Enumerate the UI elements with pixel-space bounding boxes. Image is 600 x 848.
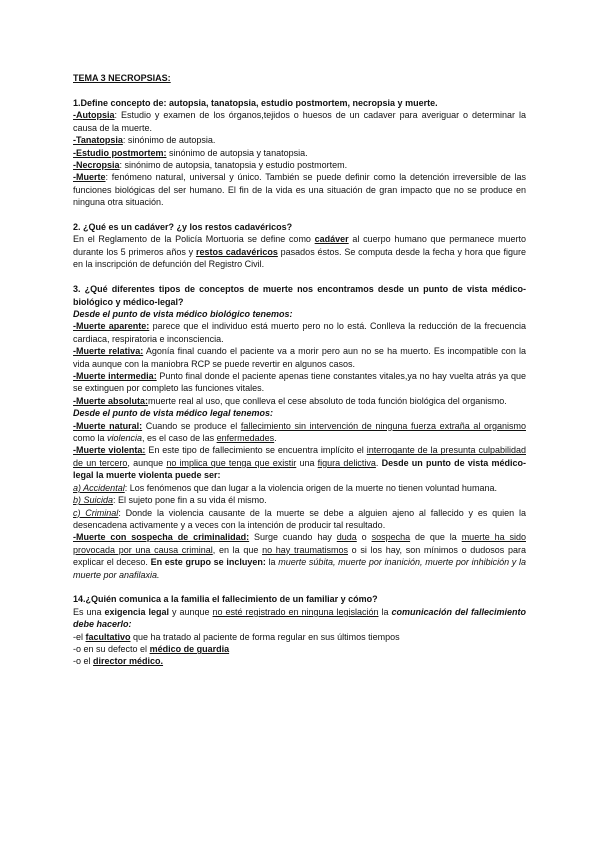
violenta-underline-3: figura delictiva (317, 457, 376, 468)
natural-text-2: como la (73, 433, 108, 444)
q1-necropsia (73, 159, 526, 171)
q14-l1-text-b: que ha tratado al paciente de forma regular en sus últimos tiempos (130, 631, 400, 642)
def-aparente: parece que el individuo está muerto pero no lo está. Conlleva la reducción de la frecuencia cardiaca, respiratoria e inconsciencia. (73, 321, 526, 344)
sospecha-text-5: o si los hay, son mínimos o dudosos para explicar el deceso. (73, 544, 527, 568)
violenta-text-1: En este tipo de fallecimiento se encuentra implícito el (145, 445, 367, 456)
natural-text-3: , es el caso de las (142, 433, 217, 444)
sospecha-underline-3: muerte ha sido provocada por una causa criminal (73, 532, 526, 555)
violenta-bold-1: Desde un punto de vista médico-legal la muerte violenta puede ser: (73, 457, 526, 481)
sospecha-underline-2: sospecha (371, 532, 411, 543)
violenta-underline-1: interrogante de la presunta culpabilidad de un tercero (73, 445, 526, 468)
sospecha-text-2: o (356, 532, 372, 543)
q3-sospecha (73, 531, 526, 581)
def-relativa: Agonía final cuando el paciente va a morir pero aun no se ha muerto. Es incompatible con la vida aunque con la maniobra RCP se puede revertir en algunos casos. (73, 346, 526, 369)
q14-answer (73, 606, 526, 631)
q14-text-2: y aunque (169, 606, 213, 617)
natural-italic-1: violencia (107, 433, 143, 444)
sospecha-bold-1: En este grupo se incluyen: (150, 557, 266, 568)
violenta-underline-2: no implica que tenga que existir (166, 457, 297, 468)
q3-aparente (73, 320, 526, 345)
def-accidental: : Los fenómenos que dan lugar a la violencia origen de la muerte no tienen voluntad humana. (124, 482, 497, 493)
def-absoluta: muerte real al uso, que conlleva el cese absoluto de toda función biológica del organismo. (148, 395, 507, 406)
natural-underline-1: fallecimiento sin intervención de ninguna fuerza extraña al organismo (240, 420, 526, 431)
term-tanatopsia: -Tanatopsia (73, 135, 123, 146)
def-tanatopsia: : sinónimo de autopsia. (122, 135, 216, 146)
document-title: TEMA 3 NECROPSIAS: (73, 73, 171, 83)
q1-heading: 1.Define concepto de: autopsia, tanatopsia, estudio postmortem, necropsia y muerte. (73, 97, 438, 108)
q14-text-1: Es una (73, 606, 105, 617)
term-sospecha: -Muerte con sospecha de criminalidad: (73, 532, 250, 543)
q2-text-1: En el Reglamento de la Policía Mortuoria se define como (73, 234, 315, 245)
term-suicida: b) Suicida (73, 495, 114, 506)
sospecha-text-6: la (265, 557, 279, 568)
sospecha-underline-4: no hay traumatismos (262, 544, 348, 555)
q3-subheading-bio: Desde el punto de vista médico biológico tenemos: (73, 309, 293, 319)
term-necropsia: -Necropsia (73, 159, 120, 170)
term-relativa: -Muerte relativa: (73, 346, 144, 357)
term-muerte: -Muerte (73, 172, 106, 183)
q2-restos: restos cadavéricos (195, 246, 278, 257)
def-postmortem: sinónimo de autopsia y tanatopsia. (166, 147, 308, 158)
q2-text-2: al cuerpo humano que permanece muerto durante los 5 primeros años y (73, 234, 527, 257)
q14-list-item-1 (73, 631, 526, 643)
def-necropsia: : sinónimo de autopsia, tanatopsia y estudio postmortem. (119, 159, 348, 170)
q3-violenta (73, 444, 526, 481)
q3-heading: 3. ¿Qué diferentes tipos de conceptos de muerte nos encontramos desde un punto de vista médico-biológico y médico-legal? (73, 284, 526, 307)
q3-absoluta (73, 395, 526, 407)
term-autopsia: -Autopsia (73, 110, 115, 121)
q14-l2-text-a: -o en su defecto el (73, 644, 150, 655)
q2-answer (73, 233, 526, 270)
term-intermedia: -Muerte intermedia: (73, 371, 157, 382)
sospecha-italic-1: muerte súbita, muerte por inanición, muerte por inhibición y la muerte por anafilaxia. (73, 557, 526, 580)
violenta-text-2: , aunque (127, 457, 167, 468)
q1-postmortem (73, 147, 526, 159)
q14-underline-1: no esté registrado en ninguna legislación (212, 606, 379, 617)
term-aparente: -Muerte aparente: (73, 321, 150, 332)
q3-accidental (73, 482, 526, 494)
def-intermedia: Punto final donde el paciente apenas tiene constantes vitales,ya no hay vuelta atrás ya que se extinguen por completo las funciones vitales. (73, 371, 527, 394)
document-content (73, 72, 526, 668)
q1-autopsia (73, 109, 526, 134)
q3-criminal (73, 507, 526, 532)
q14-l1-text-a: -el (73, 631, 86, 642)
violenta-text-4: . (375, 457, 382, 468)
q14-heading: 14.¿Quién comunica a la familia el fallecimiento de un familiar y cómo? (73, 594, 378, 605)
term-violenta: -Muerte violenta: (73, 445, 146, 456)
q14-medico-guardia: médico de guardia (149, 644, 230, 655)
q3-relativa (73, 345, 526, 370)
term-criminal: c) Criminal (73, 507, 119, 518)
q1-tanatopsia (73, 134, 526, 146)
term-postmortem: -Estudio postmortem: (73, 147, 167, 158)
q2-text-3: pasados éstos. Se computa desde la fecha y hora que figure en la inscripción de defunción del Registro Civil. (73, 246, 526, 270)
def-autopsia: : Estudio y examen de los órganos,tejidos o huesos de un cadaver para averiguar o determinar la causa de la muerte. (73, 110, 526, 133)
sospecha-underline-1: duda (336, 532, 357, 543)
q14-list-item-2 (73, 643, 526, 655)
natural-underline-2: enfermedades (216, 433, 275, 444)
natural-text-1: Cuando se produce el (142, 420, 241, 431)
q14-bolditalic-1: comunicación del fallecimiento debe hacerlo: (73, 606, 526, 630)
q3-suicida (73, 494, 526, 506)
q14-l3-text-a: -o el (73, 656, 94, 667)
q14-bold-1: exigencia legal (104, 606, 169, 617)
sospecha-text-3: de que la (410, 532, 462, 543)
q14-director-medico: director médico. (93, 656, 164, 667)
q2-cadaver: cadáver (314, 234, 349, 245)
q14-text-3: la (378, 606, 392, 617)
violenta-text-3: una (296, 457, 318, 468)
q3-natural (73, 420, 526, 445)
q2-heading: 2. ¿Qué es un cadáver? ¿y los restos cadavéricos? (73, 222, 293, 233)
q14-list-item-3 (73, 655, 526, 667)
def-muerte: : fenómeno natural, universal y único. También se puede definir como la detención irreversible de las funciones biológicas del ser humano. El fin de la vida es una situación de gran impacto que no se produce en ninguna otra situación. (73, 172, 526, 208)
term-natural: -Muerte natural: (73, 420, 143, 431)
natural-text-4: . (274, 433, 277, 444)
sospecha-text-4: , en la que (212, 544, 263, 555)
q14-facultativo: facultativo (85, 631, 131, 642)
q1-muerte (73, 171, 526, 208)
def-criminal: : Donde la violencia causante de la muerte se debe a alguien ajeno al fallecido y es quien la desencadena activamente y a veces con la intención de producir tal resultado. (73, 507, 526, 530)
term-absoluta: -Muerte absoluta: (73, 395, 149, 406)
def-suicida: : El sujeto pone fin a su vida él mismo. (113, 495, 267, 506)
q3-intermedia (73, 370, 526, 395)
q3-subheading-legal: Desde el punto de vista médico legal tenemos: (73, 408, 274, 419)
term-accidental: a) Accidental (73, 482, 125, 493)
sospecha-text-1: Surge cuando hay (249, 532, 337, 543)
